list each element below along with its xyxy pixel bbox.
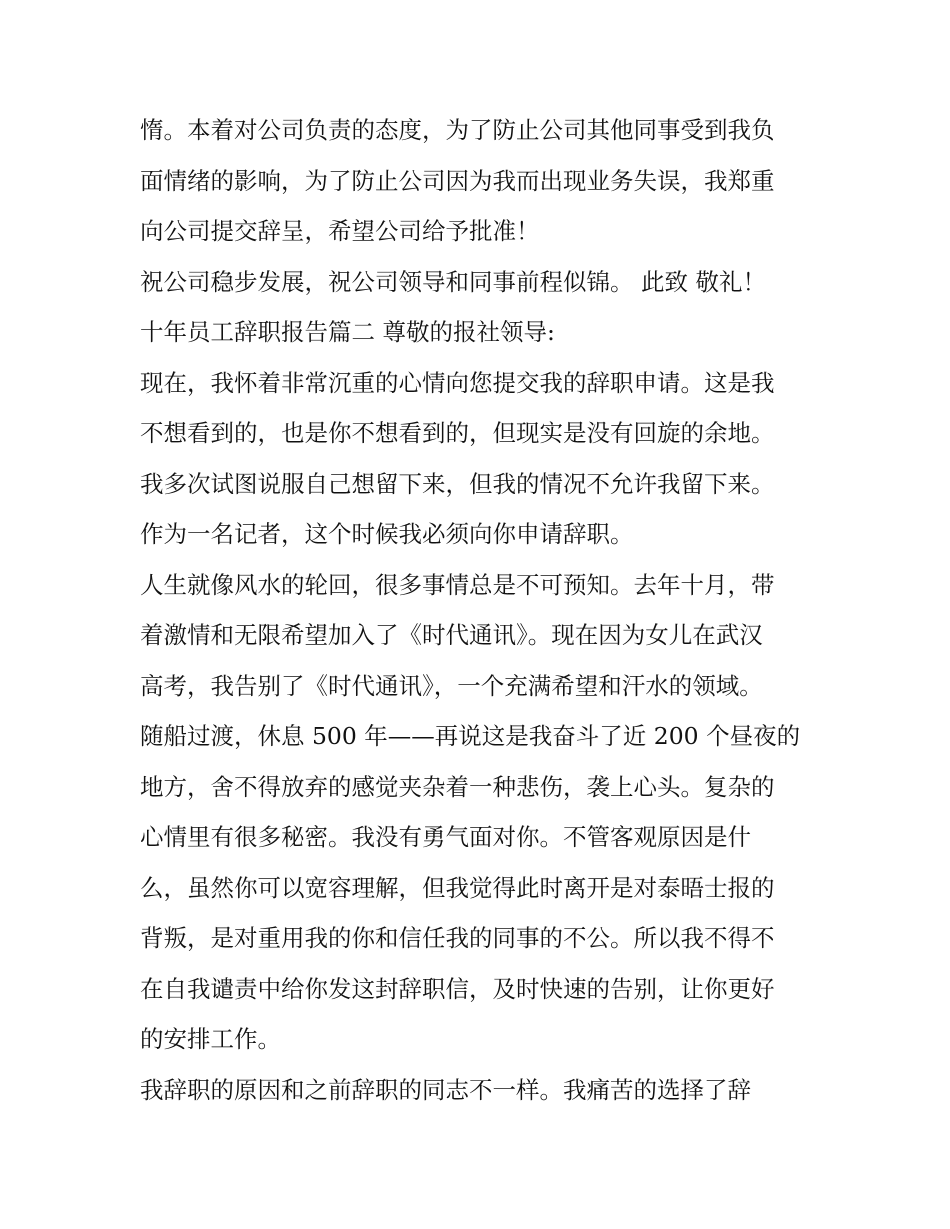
text-line-1: 惰。本着对公司负责的态度，为了防止公司其他同事受到我负	[140, 116, 775, 144]
text-line-8: 我多次试图说服自己想留下来，但我的情况不允许我留下来。	[140, 470, 775, 498]
text-line-17: 背叛，是对重用我的你和信任我的同事的不公。所以我不得不	[140, 924, 775, 952]
text-line-2: 面情绪的影响，为了防止公司因为我而出现业务失误，我郑重	[140, 167, 775, 195]
text-line-9: 作为一名记者，这个时候我必须向你申请辞职。	[140, 520, 634, 548]
text-line-5: 十年员工辞职报告篇二 尊敬的报社领导:	[140, 318, 555, 346]
text-line-16: 么，虽然你可以宽容理解，但我觉得此时离开是对泰晤士报的	[140, 874, 775, 902]
text-line-19: 的安排工作。	[140, 1025, 281, 1053]
text-line-18: 在自我谴责中给你发这封辞职信，及时快速的告别，让你更好	[140, 975, 775, 1003]
text-line-13: 随船过渡，休息 500 年——再说这是我奋斗了近 200 个昼夜的	[140, 722, 801, 750]
text-line-12: 高考，我告别了《时代通讯》，一个充满希望和汗水的领域。	[140, 672, 763, 700]
text-line-6: 现在，我怀着非常沉重的心情向您提交我的辞职申请。这是我	[140, 369, 775, 397]
text-line-3: 向公司提交辞呈，希望公司给予批准！	[140, 217, 540, 245]
text-line-20: 我辞职的原因和之前辞职的同志不一样。我痛苦的选择了辞	[140, 1076, 751, 1104]
text-line-11: 着激情和无限希望加入了《时代通讯》。现在因为女儿在武汉	[140, 621, 763, 649]
text-line-10: 人生就像风水的轮回，很多事情总是不可预知。去年十月，带	[140, 571, 775, 599]
text-line-4: 祝公司稳步发展，祝公司领导和同事前程似锦。 此致 敬礼！	[140, 268, 766, 296]
text-line-14: 地方，舍不得放弃的感觉夹杂着一种悲伤，袭上心头。复杂的	[140, 773, 775, 801]
text-line-15: 心情里有很多秘密。我没有勇气面对你。不管客观原因是什	[140, 823, 751, 851]
text-line-7: 不想看到的，也是你不想看到的，但现实是没有回旋的余地。	[140, 419, 775, 447]
